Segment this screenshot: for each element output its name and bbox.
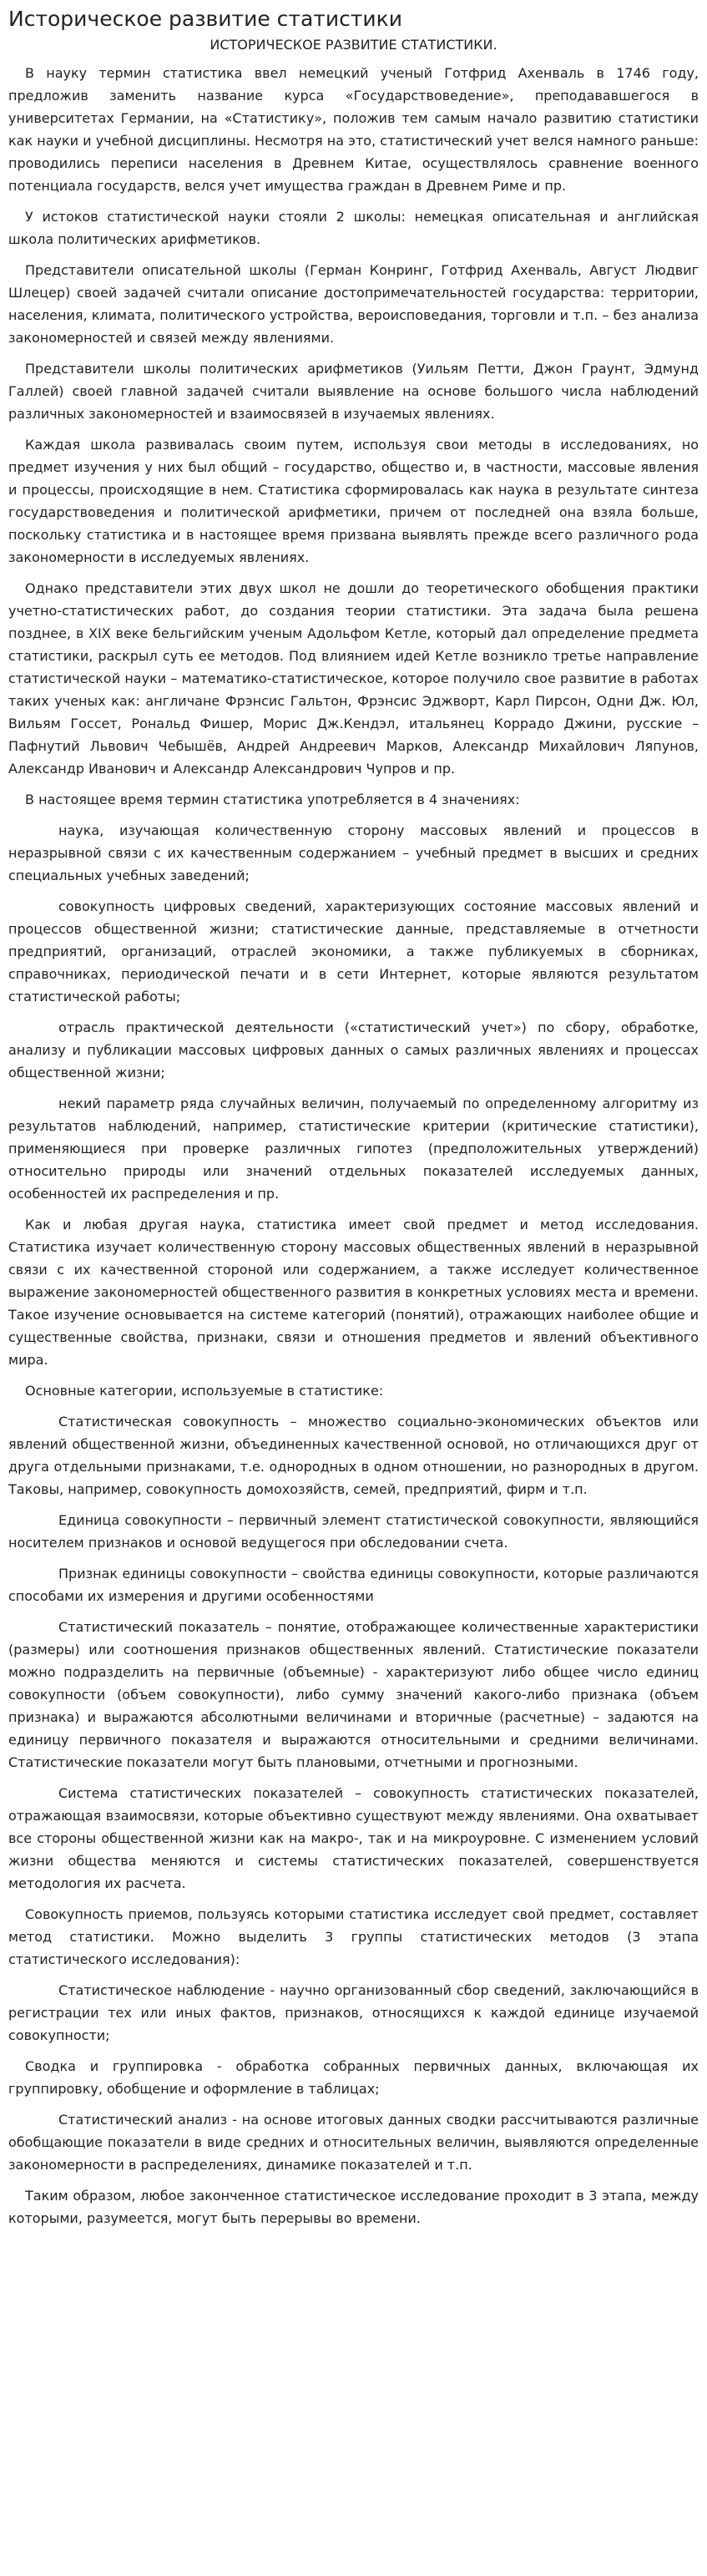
category-unit-attribute: Признак единицы совокупности – свойства единицы совокупности, которые различаются способами их измерения и другими особенностями: [8, 1566, 699, 1604]
paragraph-descriptive-school: Представители описательной школы (Герман Конринг, Готфрид Ахенваль, Август Людвиг Шлецер) своей задачей считали описание достопримечательностей государства: территории, населения, климата, политического устройства, вероисповедания, торговли и т.п. – без анализа закономерностей и связей между явлениями.: [8, 262, 699, 346]
meaning-item-parameter: некий параметр ряда случайных величин, получаемый по определенному алгоритму из результатов наблюдений, например, статистические критерии (критические статистики), применяющиеся при проверке различных гипотез (предположительных утверждений) относительно природы или значений отдельных показателей исследуемых данных, особенностей их распределения и пр.: [8, 1096, 699, 1202]
meaning-item-science: наука, изучающая количественную сторону массовых явлений и процессов в неразрывной связи с их качественным содержанием – учебный предмет в высших и средних специальных учебных заведений;: [8, 822, 699, 883]
paragraph-four-meanings-intro: В настоящее время термин статистика употребляется в 4 значениях:: [25, 792, 520, 807]
method-item-analysis: Статистический анализ - на основе итоговых данных сводки рассчитываются различные обобщающие показатели в виде средних и относительных величин, выявляются определенные закономерности в распределениях, динамике показателей и т.п.: [8, 2112, 699, 2173]
document-heading: ИСТОРИЧЕСКОЕ РАЗВИТИЕ СТАТИСТИКИ.: [210, 37, 497, 53]
meaning-item-practice: отрасль практической деятельности («статистический учет») по сбору, обработке, анализу и публикации массовых цифровых данных о самых различных явлениях и процессах общественной жизни;: [8, 1020, 699, 1081]
method-item-summary-grouping: Сводка и группировка - обработка собранных первичных данных, включающая их группировку, обобщение и оформление в таблицах;: [8, 2058, 699, 2097]
category-statistical-population: Статистическая совокупность – множество социально-экономических объектов или явлений общественной жизни, объединенных качественной основой, но отличающихся друг от друга отдельными признаками, т.е. однородных в одном отношении, но разнородных в другом. Таковы, например, совокупность домохозяйств, семей, предприятий, фирм и т.п.: [8, 1414, 699, 1497]
paragraph-quetelet: Однако представители этих двух школ не дошли до теоретического обобщения практики учетно-статистических работ, до создания теории статистики. Эта задача была решена позднее, в XIX веке бельгийским ученым Адольфом Кетле, который дал определение предмета статистики, раскрыл суть ее методов. Под влиянием идей Кетле возникло третье направление статистической науки – математико-статистическое, которое получило свое развитие в работах таких ученых как: англичане Фрэнсис Гальтон, Фрэнсис Эджворт, Карл Пирсон, Одни Дж. Юл, Вильям Госсет, Рональд Фишер, Морис Дж.Кендэл, итальянец Коррадо Джини, русские – Пафнутий Львович Чебышёв, Андрей Андреевич Марков, Александр Михайлович Ляпунов, Александр Иванович и Александр Александрович Чупров и пр.: [8, 580, 699, 777]
page-title: Историческое развитие статистики: [8, 7, 402, 31]
paragraph-categories-intro: Основные категории, используемые в статистике:: [25, 1383, 384, 1399]
paragraph-introduction: В науку термин статистика ввел немецкий ученый Готфрид Ахенваль в 1746 году, предложив заменить название курса «Государствоведение», преподававшегося в университетах Германии, на «Статистику», положив тем самым начало развитию статистики как науки и учебной дисциплины. Несмотря на это, статистический учет велся намного раньше: проводились переписи населения в Древнем Китае, осуществлялось сравнение военного потенциала государств, велся учет имущества граждан в Древнем Риме и пр.: [8, 65, 699, 194]
paragraph-method-intro: Совокупность приемов, пользуясь которыми статистика исследует свой предмет, составляет метод статистики. Можно выделить 3 группы статистических методов (3 этапа статистического исследования):: [8, 1906, 699, 1967]
meaning-item-data: совокупность цифровых сведений, характеризующих состояние массовых явлений и процессов общественной жизни; статистические данные, представляемые в отчетности предприятий, организаций, отраслей экономики, а также публикуемых в сборниках, справочниках, периодической печати и в сети Интернет, которые являются результатом статистической работы;: [8, 898, 699, 1005]
category-statistical-indicator: Статистический показатель – понятие, отображающее количественные характеристики (размеры) или соотношения признаков общественных явлений. Статистические показатели можно подразделить на первичные (объемные) - характеризуют либо общее число единиц совокупности (объем совокупности), либо сумму значений какого-либо признака (объем признака) и выражаются абсолютными величинами и вторичные (расчетные) – задаются на единицу первичного показателя и выражаются относительными и средними величинами. Статистические показатели могут быть плановыми, отчетными и прогнозными.: [8, 1619, 699, 1770]
paragraph-subject-method: Как и любая другая наука, статистика имеет свой предмет и метод исследования. Статистика изучает количественную сторону массовых общественных явлений в неразрывной связи с их качественной стороной или содержанием, а также исследует количественное выражение закономерностей общественного развития в конкретных условиях места и времени. Такое изучение основывается на системе категорий (понятий), отражающих наиболее общие и существенные свойства, признаки, связи и отношения предметов и явлений объективного мира.: [8, 1217, 699, 1368]
method-item-observation: Статистическое наблюдение - научно организованный сбор сведений, заключающийся в регистрации тех или иных фактов, признаков, относящихся к каждой единице изучаемой совокупности;: [8, 1982, 699, 2043]
paragraph-each-school: Каждая школа развивалась своим путем, используя свои методы в исследованиях, но предмет изучения у них был общий – государство, общество и, в частности, массовые явления и процессы, происходящие в нем. Статистика сформировалась как наука в результате синтеза государствоведения и политической арифметики, причем от последней она взяла больше, поскольку статистика и в настоящее время призвана выявлять прежде всего различного рода закономерности в исследуемых явлениях.: [8, 437, 699, 565]
paragraph-conclusion: Таким образом, любое законченное статистическое исследование проходит в 3 этапа, между которыми, разумеется, могут быть перерывы во времени.: [8, 2188, 699, 2226]
category-indicator-system: Система статистических показателей – совокупность статистических показателей, отражающая взаимосвязи, которые объективно существуют между явлениями. Она охватывает все стороны общественной жизни как на макро-, так и на микроуровне. С изменением условий жизни общества меняются и системы статистических показателей, совершенствуется методология их расчета.: [8, 1785, 699, 1891]
paragraph-political-arithmetic: Представители школы политических арифметиков (Уильям Петти, Джон Граунт, Эдмунд Галлей) своей главной задачей считали выявление на основе большого числа наблюдений различных закономерностей и взаимосвязей в изучаемых явлениях.: [8, 361, 699, 422]
paragraph-two-schools: У истоков статистической науки стояли 2 школы: немецкая описательная и английская школа политических арифметиков.: [8, 209, 699, 247]
category-population-unit: Единица совокупности – первичный элемент статистической совокупности, являющийся носителем признаков и основой ведущегося при обследовании счета.: [8, 1512, 699, 1551]
